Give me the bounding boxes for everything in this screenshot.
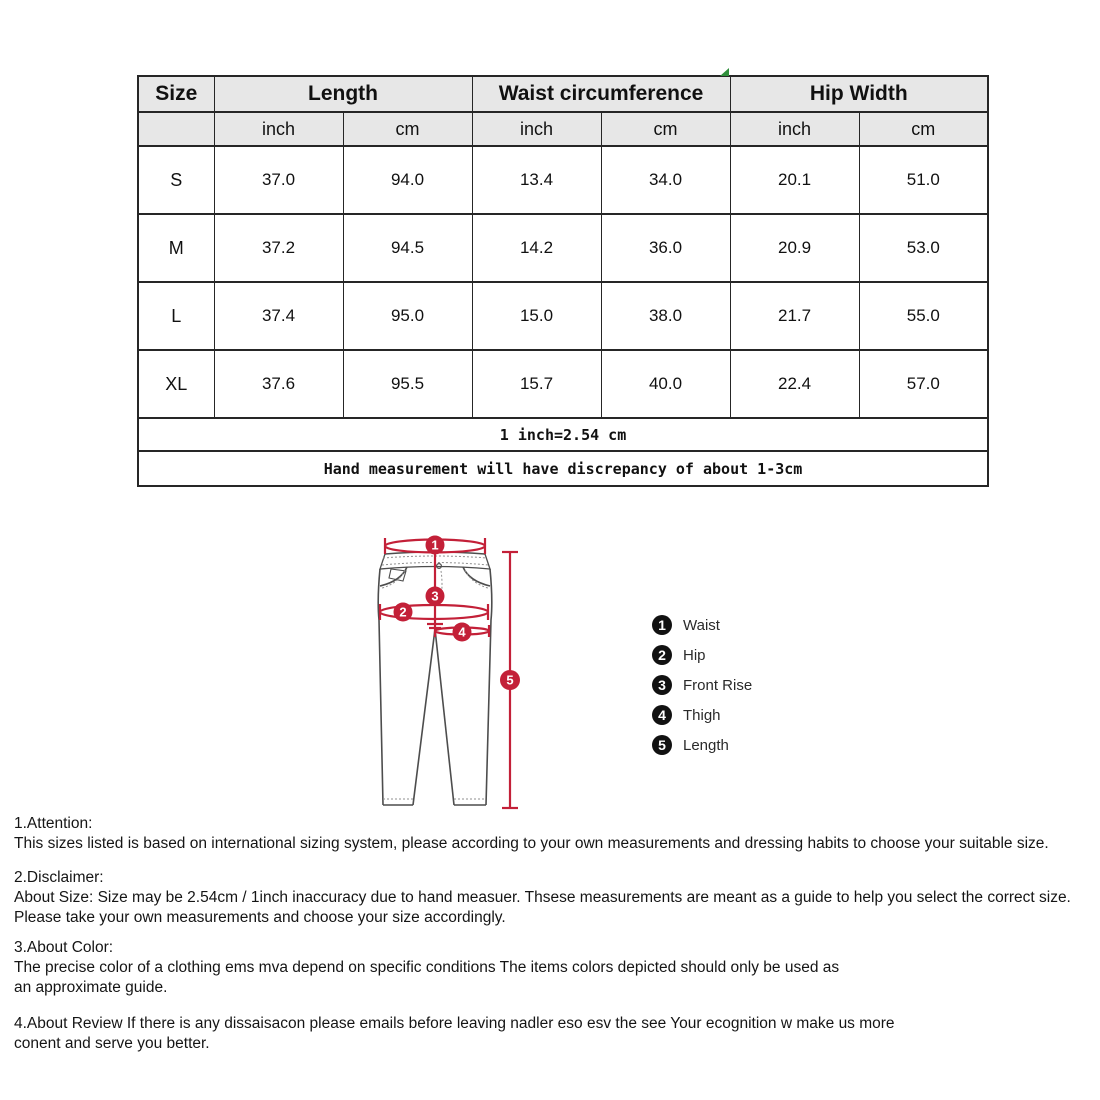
legend-label: Front Rise [683,676,753,694]
legend-label: Thigh [683,706,721,724]
measurement-value: 94.5 [343,214,472,282]
legend-number-badge: 4 [652,705,672,725]
callout-2-hip: 2 [399,604,407,620]
unit-hip-inch: inch [730,112,859,146]
legend-item-length [652,730,752,760]
footnote-row [138,451,988,486]
note-heading: 3.About Color: [14,939,114,956]
unit-length-inch: inch [214,112,343,146]
legend-item-thigh [652,700,752,730]
callout-3-front-rise: 3 [431,588,439,604]
measurement-legend [652,610,752,760]
measurement-value: 15.0 [472,282,601,350]
footnote-inch-cm: 1 inch=2.54 cm [138,418,988,451]
legend-label: Length [683,736,729,754]
unit-length-cm: cm [343,112,472,146]
legend-label: Hip [683,646,706,664]
legend-label: Waist [683,616,720,634]
size-label: S [138,146,214,214]
size-chart-table [137,75,989,487]
note-line: The precise color of a clothing ems mva depend on specific conditions The items colors depicted should only be used as [14,959,840,976]
measurement-value: 37.4 [214,282,343,350]
measurement-value: 20.1 [730,146,859,214]
legend-item-waist [652,610,752,640]
legend-item-front-rise [652,670,752,700]
footnote-hand-measurement: Hand measurement will have discrepancy of about 1-3cm [138,451,988,486]
size-label: M [138,214,214,282]
measurement-value: 22.4 [730,350,859,418]
measurement-value: 95.5 [343,350,472,418]
measurement-value: 40.0 [601,350,730,418]
measurement-value: 51.0 [859,146,988,214]
footnote-row [138,418,988,451]
header-size: Size [138,76,214,112]
note-attention [14,814,1090,854]
measurement-value: 95.0 [343,282,472,350]
measurement-value: 57.0 [859,350,988,418]
measurement-value: 20.9 [730,214,859,282]
callout-5-length: 5 [506,672,514,688]
measurement-value: 21.7 [730,282,859,350]
header-length: Length [214,76,472,112]
legend-number-badge: 3 [652,675,672,695]
units-empty-cell [138,112,214,146]
pants-measurement-diagram [355,525,530,820]
legend-number-badge: 1 [652,615,672,635]
cell-corner-flag-icon [720,68,729,76]
measurement-value: 14.2 [472,214,601,282]
measurement-value: 36.0 [601,214,730,282]
size-row-l [138,282,988,350]
note-heading: 1.Attention: [14,815,93,832]
measurement-value: 34.0 [601,146,730,214]
measurement-value: 94.0 [343,146,472,214]
measurement-value: 38.0 [601,282,730,350]
measurement-value: 37.6 [214,350,343,418]
size-label: L [138,282,214,350]
legend-number-badge: 5 [652,735,672,755]
legend-number-badge: 2 [652,645,672,665]
note-disclaimer [14,868,1090,928]
measurement-value: 53.0 [859,214,988,282]
size-label: XL [138,350,214,418]
note-heading: 2.Disclaimer: [14,869,104,886]
note-line: an approximate guide. [14,979,168,996]
unit-waist-inch: inch [472,112,601,146]
legend-item-hip [652,640,752,670]
note-line: 4.About Review If there is any dissaisacon please emails before leaving nadler eso esv the see Your ecognition w make us more [14,1015,895,1032]
table-units-row [138,112,988,146]
size-row-s [138,146,988,214]
note-line: About Size: Size may be 2.54cm / 1inch inaccuracy due to hand measuer. Thsese measurements are meant as a guide to help you select the correct size. [14,889,1071,906]
size-row-xl [138,350,988,418]
measurement-lines [380,538,518,808]
note-about-color [14,938,1090,998]
header-waist: Waist circumference [472,76,730,112]
measurement-value: 15.7 [472,350,601,418]
callout-1-waist: 1 [431,537,439,553]
measurement-callout-badges [394,536,521,691]
measurement-value: 55.0 [859,282,988,350]
note-about-review [14,1014,1090,1054]
measurement-value: 13.4 [472,146,601,214]
measurement-value: 37.2 [214,214,343,282]
size-row-m [138,214,988,282]
measurement-value: 37.0 [214,146,343,214]
note-line: This sizes listed is based on international sizing system, please according to your own measurements and dressing habits to choose your suitable size. [14,835,1049,852]
unit-hip-cm: cm [859,112,988,146]
unit-waist-cm: cm [601,112,730,146]
callout-4-thigh: 4 [458,624,466,640]
table-header-row [138,76,988,112]
header-hip: Hip Width [730,76,988,112]
note-line: Please take your own measurements and choose your size accordingly. [14,909,506,926]
note-line: conent and serve you better. [14,1035,210,1052]
